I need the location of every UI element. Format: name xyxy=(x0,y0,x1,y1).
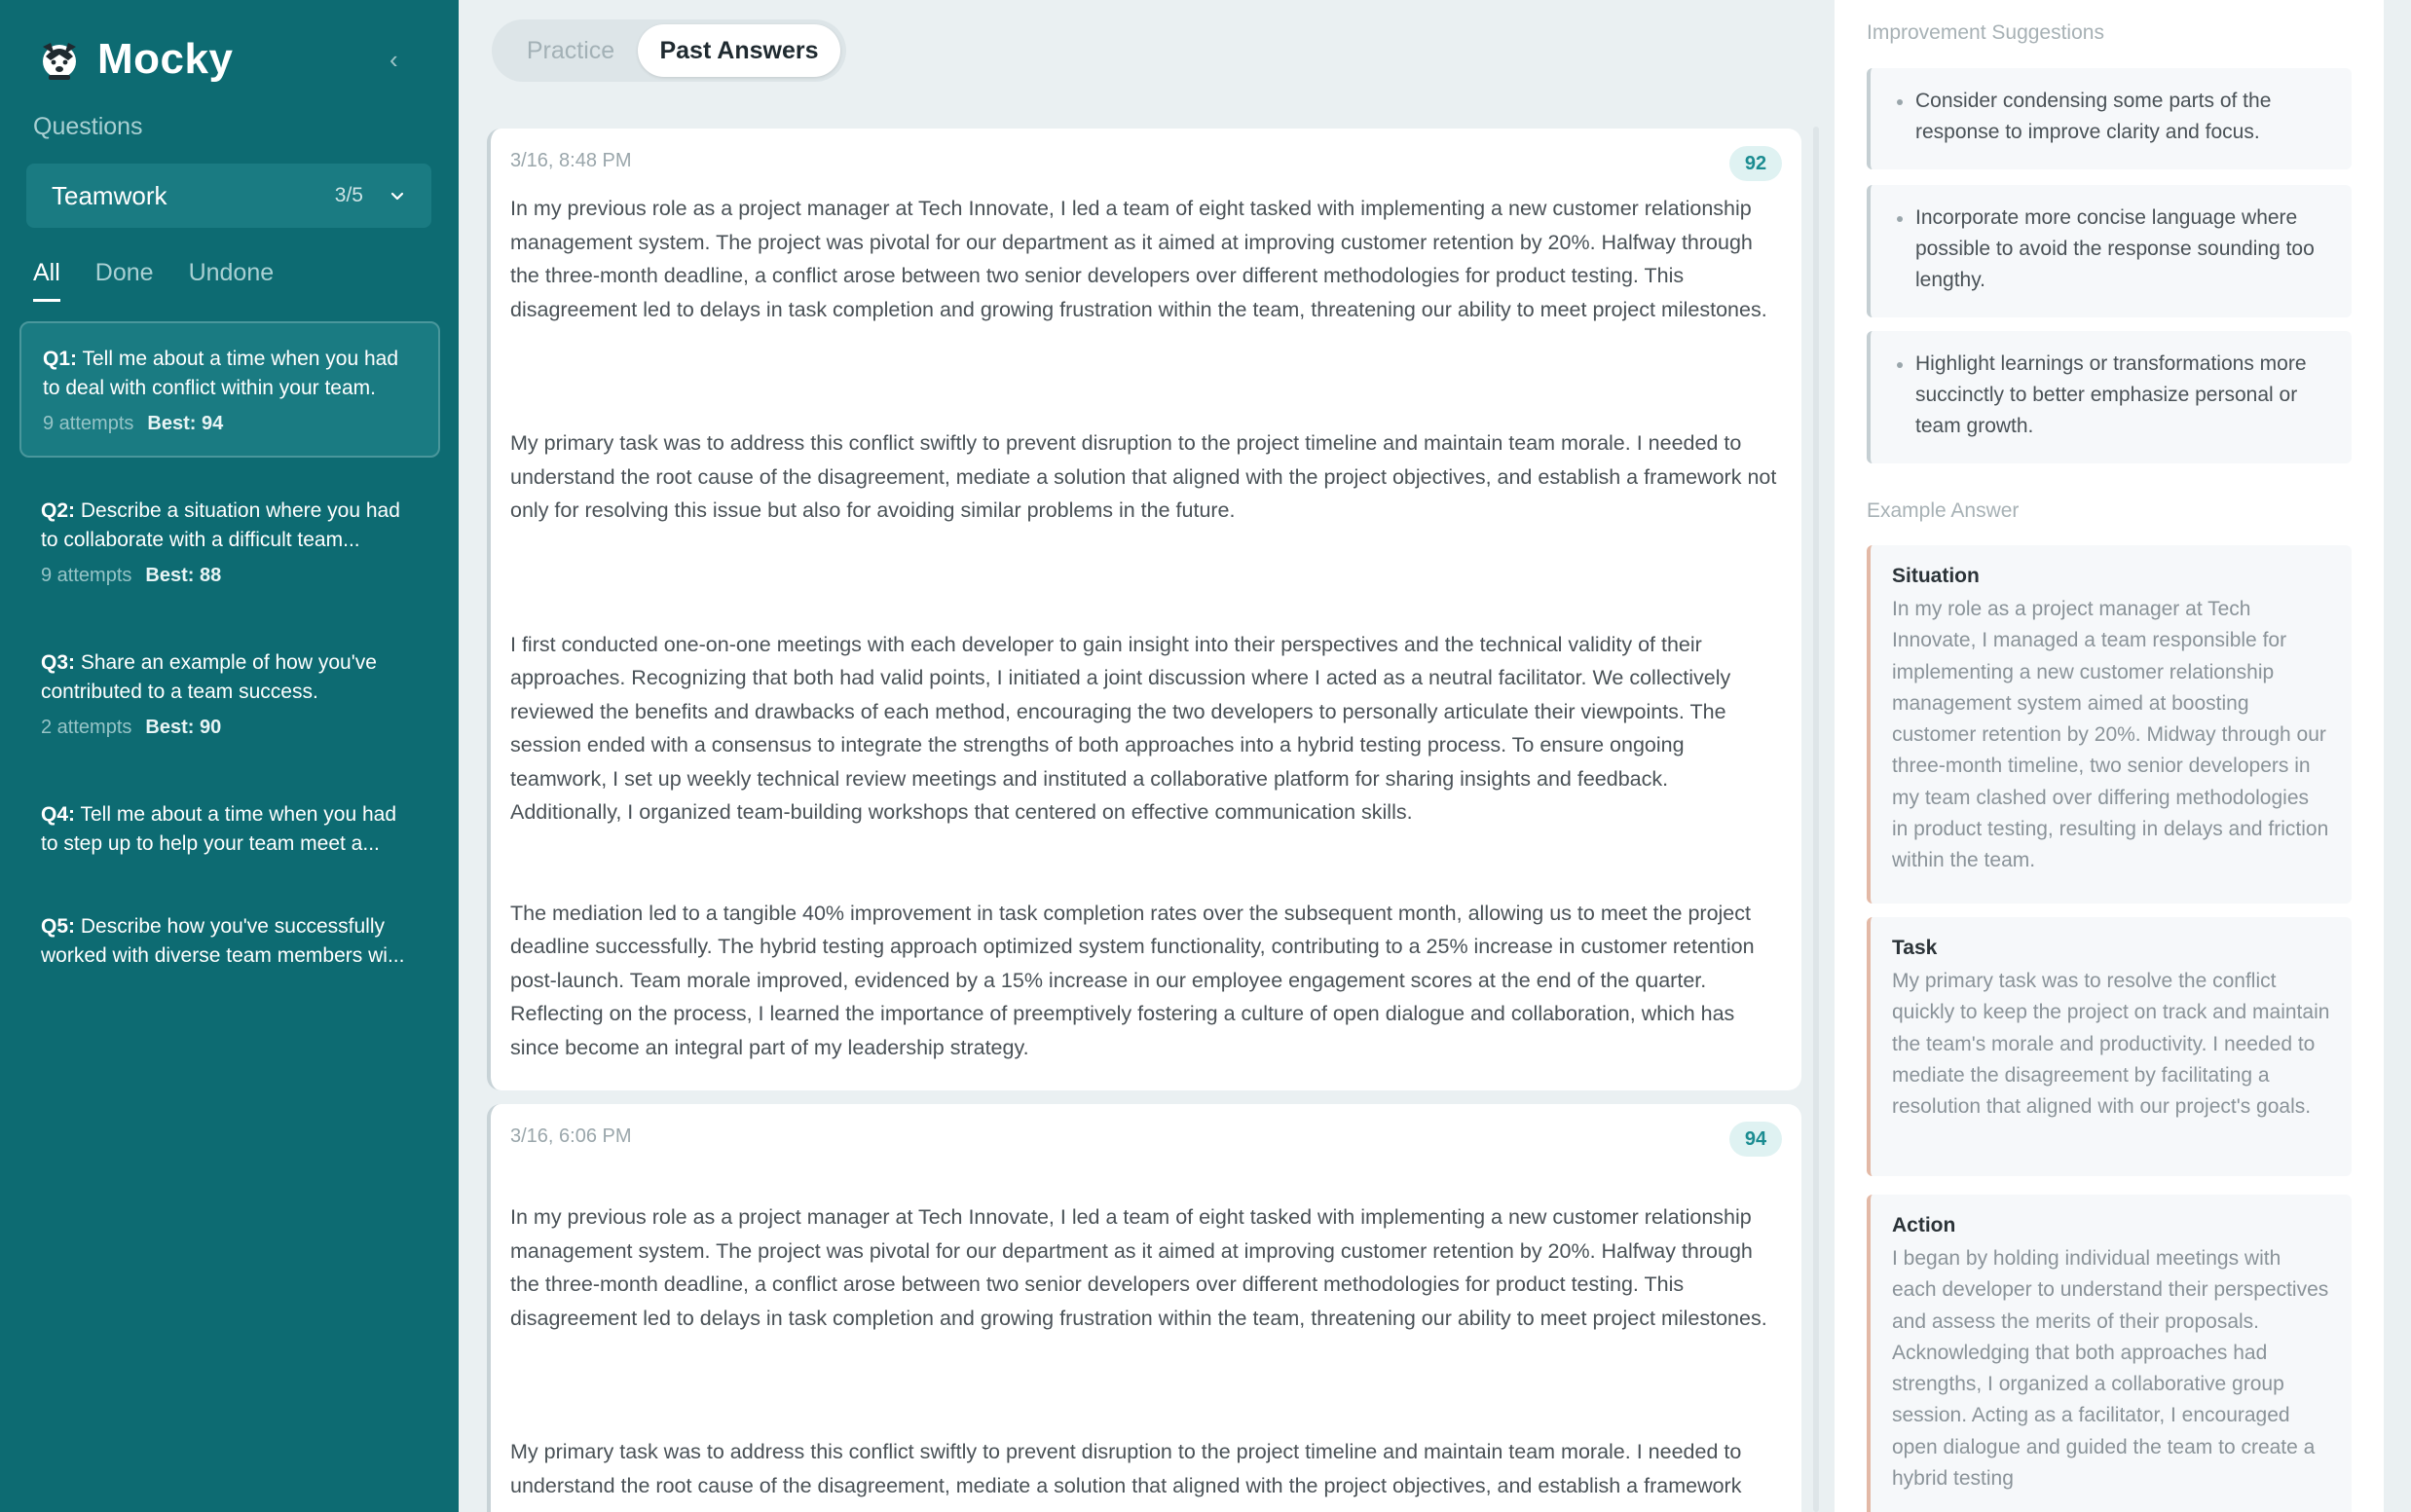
score-badge: 94 xyxy=(1729,1122,1782,1157)
score-badge: 92 xyxy=(1729,146,1782,181)
suggestions-label: Improvement Suggestions xyxy=(1867,21,2104,44)
answer-task: My primary task was to address this conflict swiftly to prevent disruption to the project timeline and maintain team morale. I needed to understand the root cause of the disagreement, mediate a solution that aligned with the project objectives, and establish a framework not only for resolving this issue but also for avoiding similar problems in the future. xyxy=(510,431,1777,522)
collapse-sidebar-icon[interactable]: ‹ xyxy=(389,45,398,74)
example-section-title: Action xyxy=(1892,1214,1956,1236)
answer-situation: In my previous role as a project manager at Tech Innovate, I led a team of eight tasked with implementing a new customer relationship management system. The project was pivotal for our department as it aimed at improving customer retention by 20%. Halfway through the three-month deadline, a conflict arose between two senior developers over different methodologies for product testing. This disagreement led to delays in task completion and growing frustration within the team, threatening our ability to meet project milestones. xyxy=(510,197,1767,321)
question-item-q5[interactable] xyxy=(19,891,440,988)
filter-undone[interactable]: Undone xyxy=(188,259,275,286)
question-text: Q2: Describe a situation where you had to collaborate with a difficult team... xyxy=(41,499,400,551)
feedback-scrollbar[interactable] xyxy=(2384,0,2411,1512)
question-meta: 9 attempts Best: 88 xyxy=(41,565,222,586)
category-select[interactable] xyxy=(26,164,431,228)
example-section-title: Task xyxy=(1892,937,1938,959)
question-text: Q1: Tell me about a time when you had to deal with conflict within your team. xyxy=(43,348,399,399)
example-section-body: My primary task was to resolve the conflict quickly to keep the project on track and maintain the team's morale and productivity. I needed to mediate the disagreement by facilitating a resolution that aligned with our project's goals. xyxy=(1892,970,2330,1119)
filter-all[interactable]: All xyxy=(33,259,60,302)
filter-done[interactable]: Done xyxy=(94,259,154,286)
example-action xyxy=(1867,1195,2352,1512)
suggestion-item: Incorporate more concise language where possible to avoid the response sounding too lengthy. xyxy=(1867,185,2352,317)
suggestion-item: Highlight learnings or transformations more succinctly to better emphasize personal or team growth. xyxy=(1867,331,2352,463)
answers-scrollbar[interactable] xyxy=(1813,127,1819,1512)
answer-date: 3/16, 6:06 PM xyxy=(510,1125,632,1147)
brand-name: Mocky xyxy=(97,35,234,83)
question-filters xyxy=(33,259,274,302)
brand xyxy=(37,35,233,84)
answer-card xyxy=(487,129,1801,1090)
question-item-q4[interactable] xyxy=(19,779,440,876)
question-text: Q4: Tell me about a time when you had to step up to help your team meet a... xyxy=(41,803,397,855)
category-value: Teamwork xyxy=(52,180,167,210)
answer-task: My primary task was to address this conflict swiftly to prevent disruption to the project timeline and maintain team morale. I needed to understand the root cause of the disagreement, mediate a solution that aligned with the project objectives, and establish a framework xyxy=(510,1440,1742,1497)
question-text: Q3: Share an example of how you've contributed to a team success. xyxy=(41,651,377,703)
answer-action: I first conducted one-on-one meetings with each developer to gain insight into their perspectives and the technical validity of their approaches. Recognizing that both had valid points, I initiated a joint discussion where I acted as a neutral facilitator. We collectively reviewed the benefits and drawbacks of each method, encouraging the two developers to personally articulate their viewpoints. The session ended with a consensus to integrate the strengths of both approaches into a hybrid testing process. To ensure ongoing teamwork, I set up weekly technical review meetings and instituted a collaborative platform for sharing insights and feedback. Additionally, I organized team-building workshops that centered on effective communication skills. xyxy=(510,632,1731,824)
question-item-q2[interactable] xyxy=(19,475,440,608)
answer-situation: In my previous role as a project manager at Tech Innovate, I led a team of eight tasked with implementing a new customer relationship management system. The project was pivotal for our department as it aimed at improving customer retention by 20%. Halfway through the three-month deadline, a conflict arose between two senior developers over different methodologies for product testing. This disagreement led to delays in task completion and growing frustration within the team, threatening our ability to meet project milestones. xyxy=(510,1205,1767,1330)
dog-logo-icon xyxy=(37,37,82,82)
chevron-down-icon xyxy=(389,187,406,204)
answer-date: 3/16, 8:48 PM xyxy=(510,150,632,171)
tab-practice[interactable]: Practice xyxy=(526,37,615,64)
view-toggle xyxy=(492,19,846,82)
example-section-body: I began by holding individual meetings with each developer to understand their perspectives and assess the merits of their proposals. Acknowledging that both approaches had strengths, I organized a collaborative group session. Acting as a facilitator, I encouraged open dialogue and guided the team to create a hybrid testing xyxy=(1892,1247,2329,1491)
questions-label: Questions xyxy=(33,113,143,140)
tab-past-answers[interactable]: Past Answers xyxy=(638,24,840,77)
answer-result: The mediation led to a tangible 40% improvement in task completion rates over the subsequent month, allowing us to meet the project deadline successfully. The hybrid testing approach optimized system functionality, contributing to a 25% increase in customer retention post-launch. Team morale improved, evidenced by a 15% increase in our employee engagement scores at the end of the quarter. Reflecting on the process, I learned the importance of preemptively fostering a culture of open dialogue and collaboration, which has since become an integral part of my leadership strategy. xyxy=(510,901,1755,1059)
example-section-body: In my role as a project manager at Tech Innovate, I managed a team responsible for implementing a new customer relationship management system aimed at boosting customer retention by 20%. Midway through our three-month timeline, two senior developers in my team clashed over differing methodologies in product testing, resulting in delays and friction within the team. xyxy=(1892,598,2329,872)
example-task xyxy=(1867,917,2352,1176)
category-count: 3/5 xyxy=(334,184,363,206)
example-answer-label: Example Answer xyxy=(1867,499,2020,522)
answer-card xyxy=(487,1104,1801,1512)
example-situation xyxy=(1867,545,2352,904)
question-item-q1[interactable] xyxy=(19,321,440,458)
sidebar xyxy=(0,0,459,1512)
example-section-title: Situation xyxy=(1892,565,1980,587)
question-meta: 2 attempts Best: 90 xyxy=(41,717,222,738)
suggestion-item: Consider condensing some parts of the response to improve clarity and focus. xyxy=(1867,68,2352,169)
question-meta: 9 attempts Best: 94 xyxy=(43,413,224,434)
question-text: Q5: Describe how you've successfully worked with diverse team members wi... xyxy=(41,915,405,967)
question-item-q3[interactable] xyxy=(19,627,440,759)
